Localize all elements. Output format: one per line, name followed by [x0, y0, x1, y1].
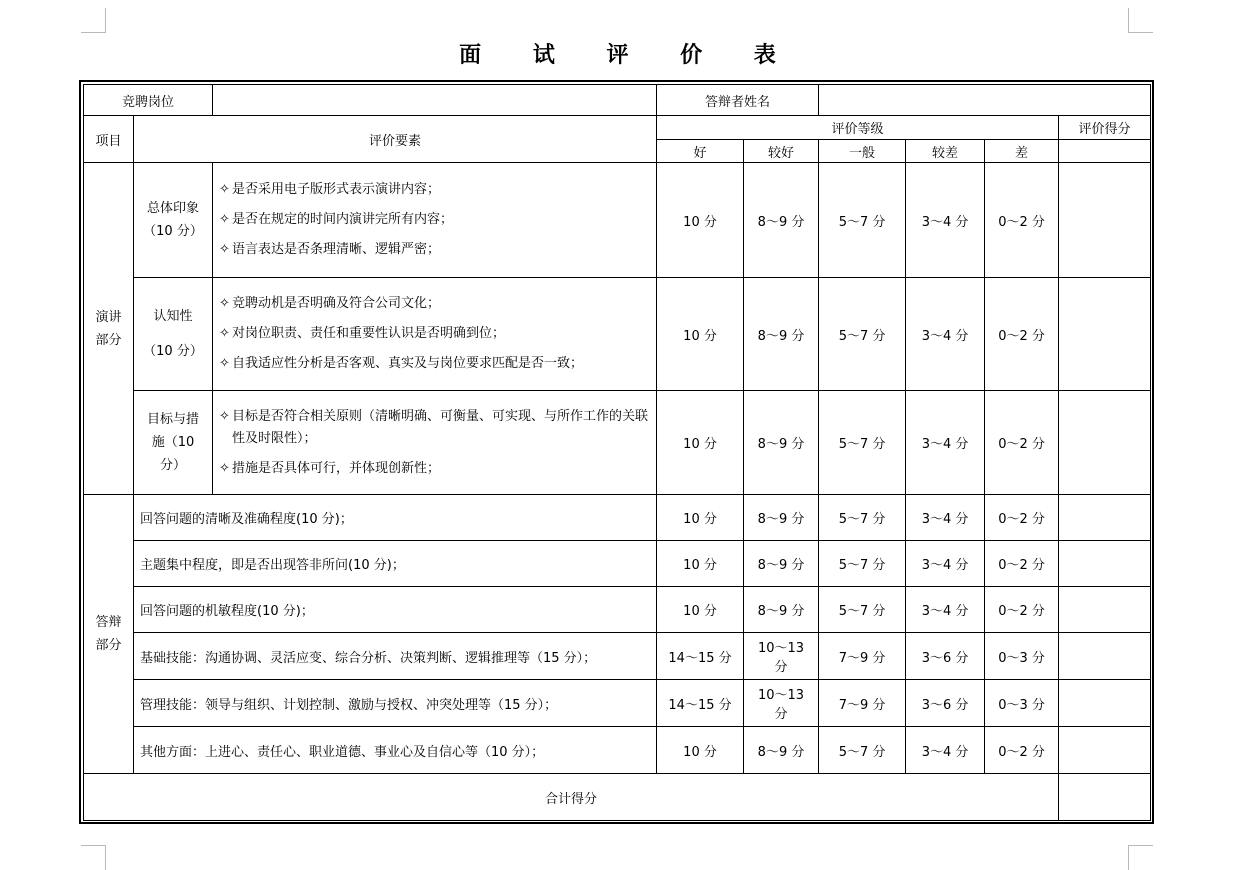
bullet-icon: ✧: [219, 212, 230, 227]
score-range: 10 分: [657, 727, 744, 774]
score-range: 5～7 分: [819, 727, 906, 774]
bullet-icon: ✧: [219, 242, 230, 257]
score-range: 0～2 分: [985, 278, 1059, 391]
score-range: 5～7 分: [819, 495, 906, 541]
score-range: 5～7 分: [819, 391, 906, 495]
criteria-cell: [213, 163, 657, 278]
section-label-line: 部分: [95, 638, 122, 653]
speech-section-label: [84, 163, 134, 495]
grade-fair: 较差: [906, 140, 985, 163]
score-range: 0～2 分: [985, 727, 1059, 774]
score-header: 评价得分: [1059, 116, 1151, 140]
score-range: 10～13 分: [744, 680, 819, 727]
defense-section-label: [84, 495, 134, 774]
bullet-icon: ✧: [219, 460, 230, 476]
score-input-cell[interactable]: [1059, 495, 1151, 541]
score-range: 3～4 分: [906, 391, 985, 495]
score-input-cell[interactable]: [1059, 633, 1151, 680]
speech-row: [84, 391, 1151, 495]
criteria-line: [219, 209, 650, 231]
criteria-text: 竞聘动机是否明确及符合公司文化；: [232, 296, 441, 311]
crop-mark-bottom-left: [81, 845, 106, 870]
score-range: 7～9 分: [819, 680, 906, 727]
crop-mark-top-left: [81, 8, 106, 33]
score-input-cell[interactable]: [1059, 680, 1151, 727]
score-range: 0～2 分: [985, 587, 1059, 633]
score-range: 5～7 分: [819, 587, 906, 633]
score-range: 0～3 分: [985, 633, 1059, 680]
defense-row: [84, 727, 1151, 774]
criteria-line: [219, 293, 650, 315]
score-input-cell[interactable]: [1059, 278, 1151, 391]
grade-header: 评价等级: [657, 116, 1059, 140]
item-name-line: 施（10 分）: [151, 435, 195, 473]
speech-item-name: [134, 163, 213, 278]
item-header: 项目: [84, 116, 134, 163]
position-value-cell[interactable]: [213, 85, 657, 116]
total-label: 合计得分: [84, 774, 1059, 821]
bullet-icon: ✧: [219, 296, 230, 311]
position-label: 竞聘岗位: [84, 85, 213, 116]
grade-average: 一般: [819, 140, 906, 163]
score-range: 0～2 分: [985, 163, 1059, 278]
speech-row: [84, 278, 1151, 391]
score-range: 8～9 分: [744, 278, 819, 391]
grade-excellent: 好: [657, 140, 744, 163]
criteria-line: [219, 239, 650, 261]
section-label-line: 部分: [95, 332, 122, 348]
defense-criteria-text: 管理技能：领导与组织、计划控制、激励与授权、冲突处理等（15 分）；: [134, 680, 657, 727]
score-range: 0～3 分: [985, 680, 1059, 727]
score-range: 3～4 分: [906, 495, 985, 541]
criteria-text: 语言表达是否条理清晰、逻辑严密；: [232, 242, 441, 257]
item-name-line: 目标与措: [147, 412, 200, 427]
score-range: 5～7 分: [819, 278, 906, 391]
score-range: 8～9 分: [744, 163, 819, 278]
grade-poor: 差: [985, 140, 1059, 163]
score-input-cell[interactable]: [1059, 391, 1151, 495]
criteria-text: 是否在规定的时间内演讲完所有内容；: [232, 212, 454, 227]
score-range: 3～4 分: [906, 727, 985, 774]
defense-row: [84, 680, 1151, 727]
score-range: 8～9 分: [744, 587, 819, 633]
score-range: 0～2 分: [985, 541, 1059, 587]
bullet-icon: ✧: [219, 356, 230, 371]
total-row: [84, 774, 1151, 821]
score-range: 0～2 分: [985, 495, 1059, 541]
evaluation-table: [83, 84, 1151, 821]
item-name-line: 总体印象: [147, 201, 200, 216]
defense-criteria-text: 回答问题的机敏程度(10 分)；: [134, 587, 657, 633]
score-range: 8～9 分: [744, 541, 819, 587]
score-range: 5～7 分: [819, 541, 906, 587]
criteria-text: 目标是否符合相关原则（清晰明确、可衡量、可实现、与所作工作的关联性及时限性）；: [232, 408, 649, 446]
score-range: 8～9 分: [744, 391, 819, 495]
score-range: 3～4 分: [906, 278, 985, 391]
item-name-line: （10 分）: [143, 344, 203, 359]
score-input-cell[interactable]: [1059, 541, 1151, 587]
criteria-text: 对岗位职责、责任和重要性认识是否明确到位；: [232, 326, 506, 341]
section-label-line: 答辩: [95, 615, 122, 630]
defense-criteria-text: 基础技能：沟通协调、灵活应变、综合分析、决策判断、逻辑推理等（15 分）；: [134, 633, 657, 680]
page-title: 面 试 评 价 表: [459, 43, 798, 68]
criteria-line: [219, 458, 650, 480]
score-range: 10～13 分: [744, 633, 819, 680]
score-input-cell[interactable]: [1059, 163, 1151, 278]
score-range: 3～4 分: [906, 587, 985, 633]
score-range: 3～4 分: [906, 541, 985, 587]
score-range: 3～6 分: [906, 680, 985, 727]
bullet-icon: ✧: [219, 182, 230, 197]
score-range: 3～4 分: [906, 163, 985, 278]
score-range: 8～9 分: [744, 727, 819, 774]
defense-criteria-text: 主题集中程度，即是否出现答非所问(10 分)；: [134, 541, 657, 587]
name-value-cell[interactable]: [819, 85, 1151, 116]
name-label: 答辩者姓名: [657, 85, 819, 116]
bullet-icon: ✧: [219, 408, 230, 424]
criteria-line: [219, 406, 650, 450]
criteria-text: 自我适应性分析是否客观、真实及与岗位要求匹配是否一致；: [232, 356, 584, 371]
score-range: 10 分: [657, 391, 744, 495]
grade-good: 较好: [744, 140, 819, 163]
score-input-cell[interactable]: [1059, 727, 1151, 774]
item-name-line: 认知性: [153, 309, 193, 324]
score-range: 10 分: [657, 278, 744, 391]
speech-row: [84, 163, 1151, 278]
defense-criteria-text: 其他方面：上进心、责任心、职业道德、事业心及自信心等（10 分）；: [134, 727, 657, 774]
criteria-line: [219, 353, 650, 375]
defense-row: [84, 495, 1151, 541]
criteria-cell: [213, 391, 657, 495]
criteria-line: [219, 323, 650, 345]
score-range: 10 分: [657, 163, 744, 278]
criteria-text: 是否采用电子版形式表示演讲内容；: [232, 182, 441, 197]
score-range: 5～7 分: [819, 163, 906, 278]
score-range: 0～2 分: [985, 391, 1059, 495]
defense-criteria-text: 回答问题的清晰及准确程度(10 分)；: [134, 495, 657, 541]
elements-header: 评价要素: [134, 116, 657, 163]
speech-item-name: [134, 391, 213, 495]
bullet-icon: ✧: [219, 326, 230, 341]
score-input-cell[interactable]: [1059, 587, 1151, 633]
grade-score-spacer: [1059, 140, 1151, 163]
score-range: 14～15 分: [657, 680, 744, 727]
score-range: 7～9 分: [819, 633, 906, 680]
defense-row: [84, 633, 1151, 680]
score-range: 10 分: [657, 495, 744, 541]
score-range: 3～6 分: [906, 633, 985, 680]
score-range: 14～15 分: [657, 633, 744, 680]
total-score-cell[interactable]: [1059, 774, 1151, 821]
criteria-text: 措施是否具体可行，并体现创新性；: [232, 460, 441, 476]
item-name-line: （10 分）: [143, 224, 203, 239]
speech-item-name: [134, 278, 213, 391]
section-label-line: 演讲: [95, 309, 122, 325]
score-range: 10 分: [657, 587, 744, 633]
criteria-cell: [213, 278, 657, 391]
score-range: 8～9 分: [744, 495, 819, 541]
defense-row: [84, 587, 1151, 633]
defense-row: [84, 541, 1151, 587]
criteria-line: [219, 179, 650, 201]
score-range: 10 分: [657, 541, 744, 587]
crop-mark-bottom-right: [1128, 845, 1153, 870]
crop-mark-top-right: [1128, 8, 1153, 33]
